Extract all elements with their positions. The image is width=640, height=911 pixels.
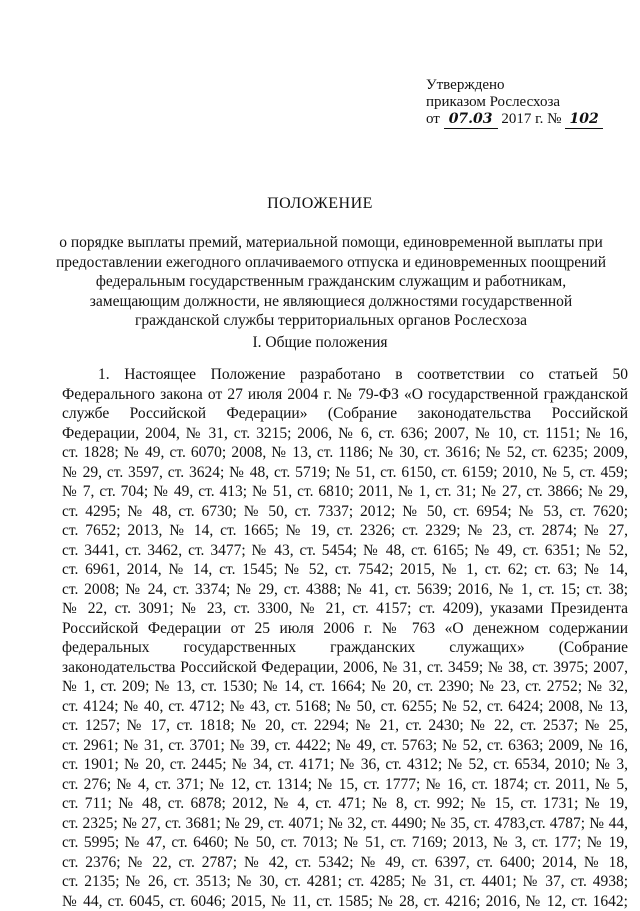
- subtitle-line: о порядке выплаты премий, материальной помощи, единовременной выплаты при: [40, 233, 622, 253]
- section-heading: I. Общие положения: [0, 334, 640, 352]
- body-line: № 44, ст. 6045, ст. 6046; 2015, № 11, ст. 1585; № 28, ст. 4216; 2016, № 12, ст. 1642;: [62, 892, 628, 911]
- body-line: 1. Настоящее Положение разработано в соответствии со статьей 50: [62, 365, 628, 385]
- body-line: ст. 1257; № 17, ст. 1818; № 20, ст. 2294; № 21, ст. 2430; № 22, ст. 2537; № 25,: [62, 716, 628, 736]
- body-line: федеральных государственных гражданских служащих» (Собрание: [62, 638, 628, 658]
- body-line: № 1, ст. 209; № 13, ст. 1530; № 14, ст. 1664; № 20, ст. 2390; № 23, ст. 2752; № 32,: [62, 677, 628, 697]
- subtitle-line: гражданской службы территориальных органов Рослесхоза: [40, 311, 622, 331]
- body-line: № 7, ст. 704; № 49, ст. 413; № 51, ст. 6810; 2011, № 1, ст. 31; № 27, ст. 3866; № 29,: [62, 482, 628, 502]
- approval-line-1: Утверждено: [426, 77, 603, 94]
- body-line: ст. 1901; № 20, ст. 2445; № 34, ст. 4171; № 36, ст. 4312; № 52, ст. 6534, 2010; № 3,: [62, 755, 628, 775]
- approval-line-2: приказом Рослесхоза: [426, 94, 603, 111]
- body-line: Федерального закона от 27 июля 2004 г. № 79-ФЗ «О государственной гражданской: [62, 385, 628, 405]
- approval-line-3: [426, 111, 603, 129]
- approval-year: 2017 г. №: [501, 111, 561, 127]
- body-line: ст. 2008; № 24, ст. 3374; № 29, ст. 4388; № 41, ст. 5639; 2016, № 1, ст. 15; ст. 38;: [62, 580, 628, 600]
- approval-prefix: от: [426, 111, 440, 127]
- body-line: № 22, ст. 3091; № 23, ст. 3300, № 21, ст. 4157; ст. 4209), указами Президента: [62, 599, 628, 619]
- body-line: ст. 2325; № 27, ст. 3681; № 29, ст. 4071; № 32, ст. 4490; № 35, ст. 4783,ст. 4787; № 44,: [62, 814, 628, 834]
- subtitle-line: федеральным государственным гражданским служащим и работникам,: [40, 272, 622, 292]
- body-line: законодательства Российской Федерации, 2006, № 31, ст. 3459; № 38, ст. 3975; 2007,: [62, 658, 628, 678]
- subtitle-line: замещающим должности, не являющиеся должностями государственной: [40, 292, 622, 312]
- body-line: ст. 2961; № 31, ст. 3701; № 39, ст. 4422; № 49, ст. 5763; № 52, ст. 6363; 2009, № 16,: [62, 736, 628, 756]
- body-line: Федерации, 2004, № 31, ст. 3215; 2006, № 6, ст. 636; 2007, № 10, ст. 1151; № 16,: [62, 424, 628, 444]
- body-line: № 29, ст. 3597, ст. 3624; № 48, ст. 5719; № 51, ст. 6150, ст. 6159; 2010, № 5, ст. 459;: [62, 463, 628, 483]
- body-line: ст. 6961, 2014, № 14, ст. 1545; № 52, ст. 7542; 2015, № 1, ст. 62; ст. 63; № 14,: [62, 560, 628, 580]
- body-line: ст. 4295; № 48, ст. 6730; № 50, ст. 7337; 2012; № 50, ст. 6954; № 53, ст. 7620;: [62, 502, 628, 522]
- body-line: ст. 5995; № 47, ст. 6460; № 50, ст. 7013; № 51, ст. 7169; 2013, № 3, ст. 177; № 19,: [62, 833, 628, 853]
- body-line: ст. 4124; № 40, ст. 4712; № 43, ст. 5168; № 50, ст. 6255; № 52, ст. 6424; 2008, № 13,: [62, 697, 628, 717]
- approval-stamp: [426, 77, 603, 129]
- handwritten-order-number: 102: [565, 111, 603, 129]
- body-line: ст. 2376; № 22, ст. 2787; № 42, ст. 5342; № 49, ст. 6397, ст. 6400; 2014, № 18,: [62, 853, 628, 873]
- body-line: ст. 711; № 48, ст. 6878; 2012, № 4, ст. 471; № 8, ст. 992; № 15, ст. 1731; № 19,: [62, 794, 628, 814]
- document-title: ПОЛОЖЕНИЕ: [0, 195, 640, 213]
- body-line: ст. 3441, ст. 3462, ст. 3477; № 43, ст. 5454; № 48, ст. 6165; № 49, ст. 6351; № 52,: [62, 541, 628, 561]
- body-text: [62, 365, 628, 911]
- body-line: ст. 1828; № 49, ст. 6070; 2008, № 13, ст. 1186; № 30, ст. 3616; № 52, ст. 6235; 2009,: [62, 443, 628, 463]
- body-line: ст. 276; № 4, ст. 371; № 12, ст. 1314; № 15, ст. 1777; № 16, ст. 1874; ст. 2011, № 5,: [62, 775, 628, 795]
- body-line: Российской Федерации от 25 июля 2006 г. № 763 «О денежном содержании: [62, 619, 628, 639]
- document-subtitle: [40, 233, 622, 331]
- body-line: ст. 7652; 2013, № 14, ст. 1665; № 19, ст. 2326; ст. 2329; № 23, ст. 2874; № 27,: [62, 521, 628, 541]
- subtitle-line: предоставлении ежегодного оплачиваемого отпуска и единовременных поощрений: [40, 253, 622, 273]
- handwritten-date: 07.03: [444, 111, 498, 129]
- body-line: ст. 2135; № 26, ст. 3513; № 30, ст. 4281; ст. 4285; № 31, ст. 4401; № 37, ст. 4938;: [62, 872, 628, 892]
- body-line: службе Российской Федерации» (Собрание законодательства Российской: [62, 404, 628, 424]
